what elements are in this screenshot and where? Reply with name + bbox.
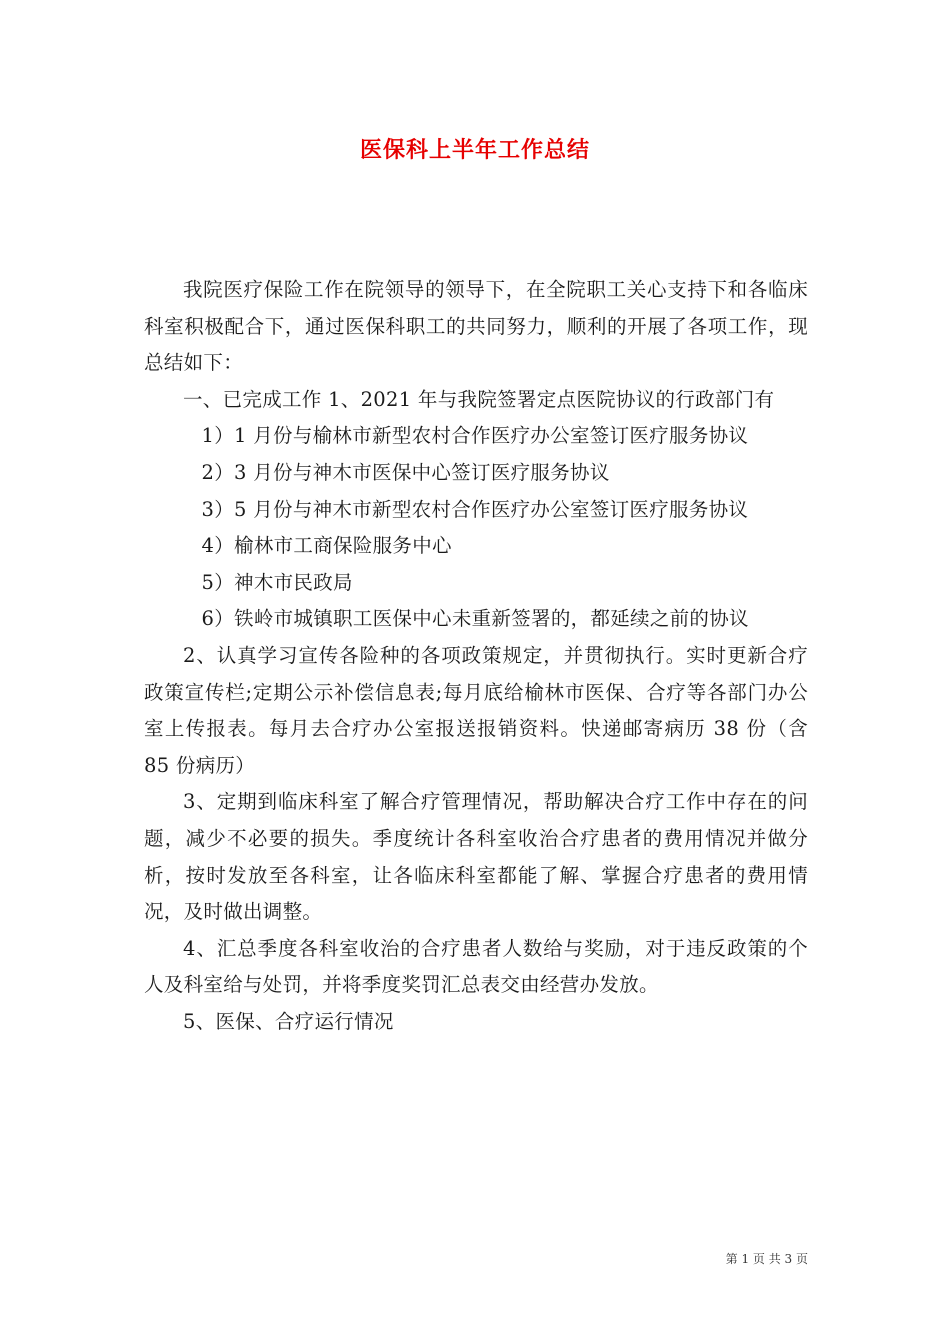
body-paragraph: 3、定期到临床科室了解合疗管理情况，帮助解决合疗工作中存在的问题，减少不必要的损失。季度统计各科室收治合疗患者的费用情况并做分析，按时发放至各科室，让各临床科室都能了解、掌握合疗患者的费用情况，及时做出调整。: [144, 790, 808, 924]
body-paragraph: 2、认真学习宣传各险种的各项政策规定，并贯彻执行。实时更新合疗政策宣传栏;定期公示补偿信息表;每月底给榆林市医保、合疗等各部门办公室上传报表。每月去合疗办公室报送报销资料。快递邮寄病历 38 份（含 85 份病历）: [144, 643, 808, 777]
list-item: 6）铁岭市城镇职工医保中心未重新签署的，都延续之前的协议: [201, 607, 749, 631]
page-number: 第 1 页 共 3 页: [725, 1252, 808, 1266]
list-item: 4）榆林市工商保险服务中心: [201, 534, 452, 558]
body-paragraph: 4、汇总季度各科室收治的合疗患者人数给与奖励，对于违反政策的个人及科室给与处罚，并将季度奖罚汇总表交由经营办发放。: [144, 936, 808, 997]
list-item: 5）神木市民政局: [201, 570, 353, 594]
intro-paragraph: 我院医疗保险工作在院领导的领导下，在全院职工关心支持下和各临床科室积极配合下，通过医保科职工的共同努力，顺利的开展了各项工作，现总结如下：: [144, 278, 808, 375]
section-heading-completed-work: 一、已完成工作 1、2021 年与我院签署定点医院协议的行政部门有: [183, 387, 775, 411]
document-body: [144, 272, 808, 1040]
list-item: 2）3 月份与神木市医保中心签订医疗服务协议: [201, 460, 610, 484]
body-paragraph: 5、医保、合疗运行情况: [183, 1009, 394, 1033]
list-item: 3）5 月份与神木市新型农村合作医疗办公室签订医疗服务协议: [201, 497, 749, 521]
list-item: 1）1 月份与榆林市新型农村合作医疗办公室签订医疗服务协议: [201, 424, 749, 448]
document-title: 医保科上半年工作总结: [359, 138, 590, 163]
